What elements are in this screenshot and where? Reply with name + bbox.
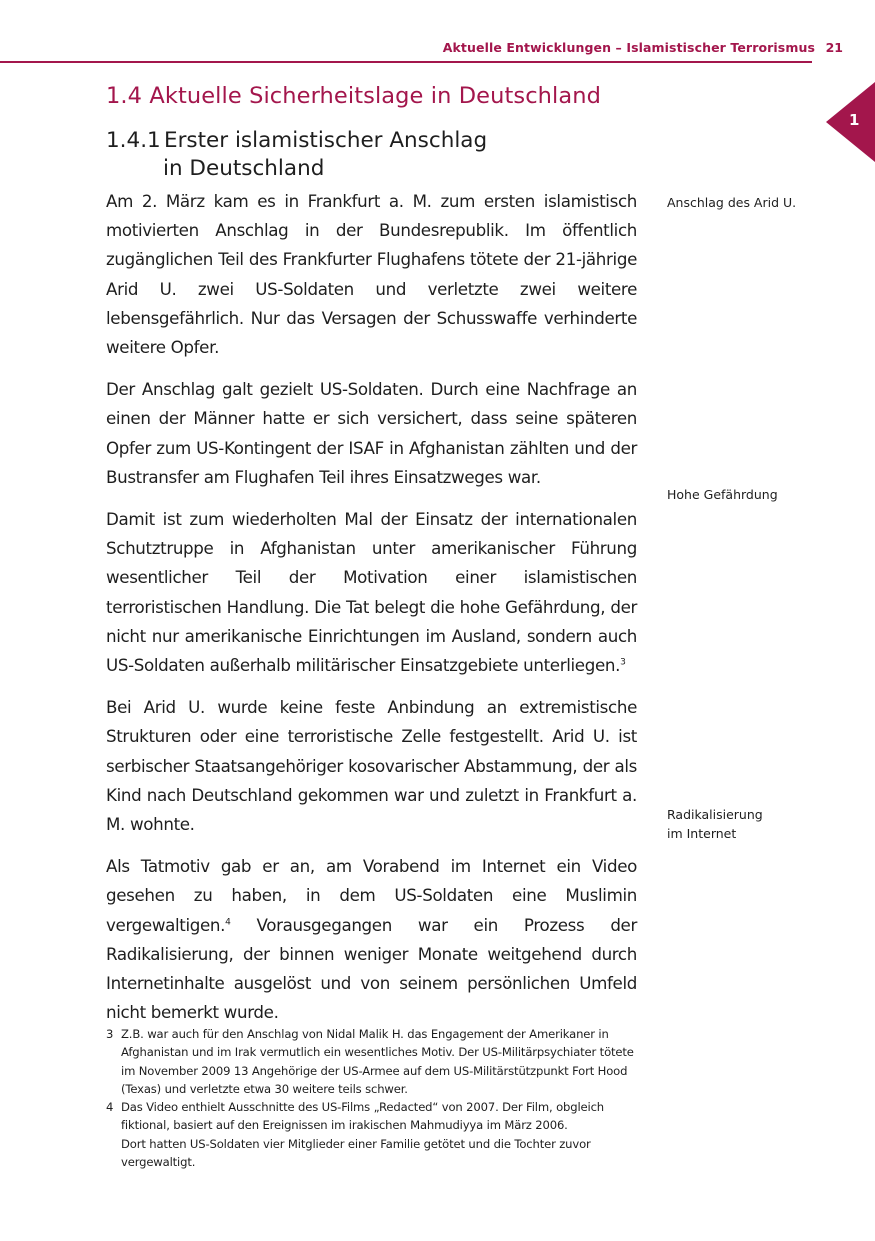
paragraph-4-text: Bei Arid U. wurde keine feste Anbindung an extremistische Strukturen oder eine terroristische Zelle festgestellt. Arid U. ist serbischer Staatsangehöriger kosovarischer Abstammung, der als Kind nach Deutschland gekommen war und zuletzt in Frankfurt a. M. wohnte.	[106, 697, 637, 835]
section-heading: 1.4 Aktuelle Sicherheitslage in Deutschland	[106, 83, 602, 109]
subsection-number: 1.4.1	[106, 128, 161, 153]
subsection-heading	[106, 127, 487, 183]
footnotes	[106, 1025, 636, 1171]
subsection-title-line2: in Deutschland	[163, 156, 325, 181]
footnote-ref-4[interactable]: 4	[225, 917, 231, 928]
body-text	[106, 187, 637, 1040]
paragraph-2-text: Der Anschlag galt gezielt US-Soldaten. Durch eine Nachfrage an einen der Männer hatte er sich versichert, dass seine späteren Opfer zum US-Kontingent der ISAF in Afghanistan zählten und der Bustransfer am Flughafen Teil ihres Einsatzweges war.	[106, 379, 637, 487]
footnote-4-text-b: Dort hatten US-Soldaten vier Mitglieder einer Familie getötet und die Tochter zuvor vergewaltigt.	[121, 1136, 591, 1170]
margin-note-3-line2: im Internet	[667, 826, 737, 841]
margin-note-2-line1: Hohe Gefährdung	[667, 487, 778, 502]
margin-note-gefaehrdung	[667, 485, 778, 504]
paragraph-5	[106, 852, 637, 1027]
running-header-title: Aktuelle Entwicklungen – Islamistischer Terrorismus	[442, 40, 815, 55]
chapter-tab-number: 1	[849, 111, 860, 129]
margin-note-anschlag	[667, 193, 796, 212]
paragraph-4	[106, 693, 637, 839]
footnote-ref-3[interactable]: 3	[620, 657, 626, 668]
header-rule	[0, 61, 812, 63]
paragraph-3-text: Damit ist zum wiederholten Mal der Einsatz der internationalen Schutztruppe in Afghanistan unter amerikanischer Führung wesentlicher Teil der Motivation einer islamistischen terroristischen Handlung. Die Tat belegt die hohe Gefährdung, der nicht nur amerikanische Einrichtungen im Ausland, sondern auch US-Soldaten außerhalb militärischer Einsatzgebiete unterliegen.	[106, 509, 637, 676]
paragraph-3	[106, 505, 637, 680]
footnote-3-text: Z.B. war auch für den Anschlag von Nidal Malik H. das Engagement der Amerikaner in Afghanistan und im Irak vermutlich ein wesentliches Motiv. Der US-Militärpsychiater tötete im November 2009 13 Angehörige der US-Armee auf dem US-Militärstützpunkt Fort Hood (Texas) und verletzte etwa 30 weitere teils schwer.	[121, 1027, 634, 1096]
margin-note-radikalisierung	[667, 805, 763, 843]
paragraph-1	[106, 187, 637, 362]
paragraph-5-text-b: Vorausgegangen war ein Prozess der Radikalisierung, der binnen weniger Monate weitgehend durch Internetinhalte ausgelöst und von seinem persönlichen Umfeld nicht bemerkt wurde.	[106, 914, 637, 1023]
footnote-3	[106, 1025, 636, 1098]
paragraph-2	[106, 375, 637, 492]
footnote-4-text-a: Das Video enthielt Ausschnitte des US-Films „Redacted“ von 2007. Der Film, obgleich fiktional, basiert auf den Ereignissen im irakischen Mahmudiyya im März 2006.	[121, 1100, 604, 1133]
footnote-3-number: 3	[106, 1027, 114, 1041]
footnote-4-number: 4	[106, 1100, 114, 1115]
footnote-4-body	[121, 1098, 636, 1171]
margin-note-3-line1: Radikalisierung	[667, 807, 763, 822]
margin-note-1-line1: Anschlag des Arid U.	[667, 195, 797, 210]
footnote-4	[106, 1098, 636, 1171]
paragraph-5-text-a: Als Tatmotiv gab er an, am Vorabend im Internet ein Video gesehen zu haben, in dem US-Soldaten eine Muslimin vergewaltigen.	[106, 856, 637, 935]
paragraph-1-text: Am 2. März kam es in Frankfurt a. M. zum ersten islamistisch motivierten Anschlag in der Bundesrepublik. Im öffentlich zugänglichen Teil des Frankfurter Flughafens tötete der 21-jährige Arid U. zwei US-Soldaten und verletzte zwei weitere lebensgefährlich. Nur das Versagen der Schusswaffe verhinderte weitere Opfer.	[106, 191, 637, 358]
page-number: 21	[825, 40, 843, 55]
subsection-title-line1: Erster islamistischer Anschlag	[164, 128, 488, 153]
